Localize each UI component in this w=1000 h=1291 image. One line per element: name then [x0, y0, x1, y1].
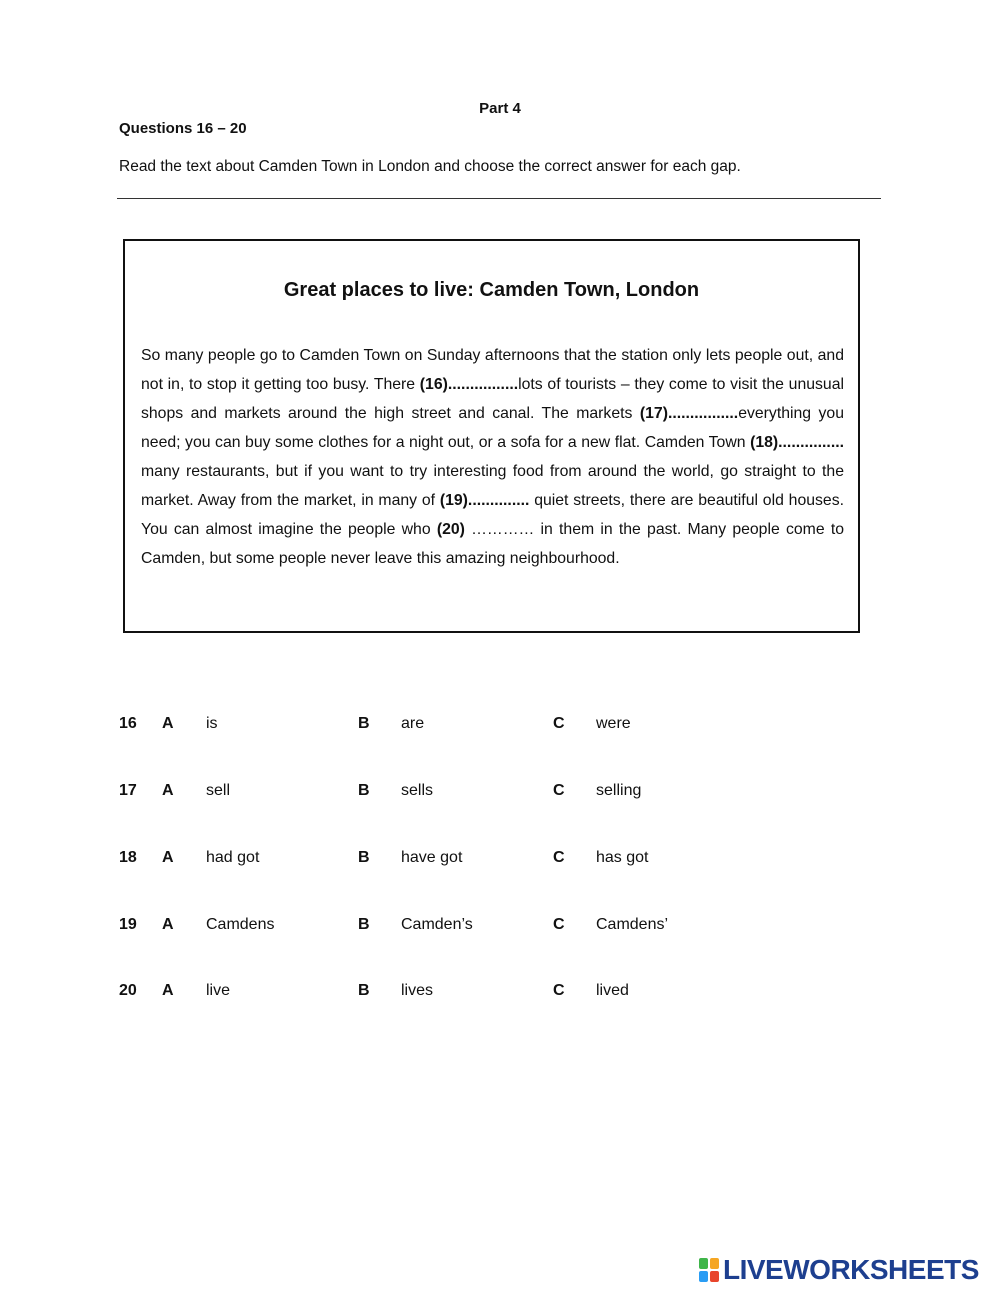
option-b[interactable]: have got — [401, 849, 463, 866]
option-c-label: C — [553, 715, 565, 732]
option-a[interactable]: Camdens — [206, 916, 275, 933]
gap-16[interactable]: (16)................ — [419, 376, 519, 393]
logo-text: LIVEWORKSHEETS — [723, 1254, 979, 1285]
option-c-label: C — [553, 916, 565, 933]
passage-segment: quiet streets, there are beautiful old houses. You can almost imagine the people who — [141, 492, 844, 538]
part-title: Part 4 — [479, 100, 521, 117]
logo-square — [699, 1271, 708, 1282]
passage-segment: So many people go to Camden Town on Sunday afternoons that the station only lets people out, and not in, to stop it getting too busy. There — [141, 347, 844, 393]
question-number: 16 — [119, 715, 137, 732]
questions-heading: Questions 16 – 20 — [119, 120, 247, 137]
option-b-label: B — [358, 849, 370, 866]
option-c-label: C — [553, 849, 565, 866]
option-b-label: B — [358, 782, 370, 799]
logo-square — [699, 1258, 708, 1269]
option-b-label: B — [358, 916, 370, 933]
question-number: 19 — [119, 916, 137, 933]
question-row-16 — [0, 715, 1000, 739]
question-number: 18 — [119, 849, 137, 866]
option-a-label: A — [162, 982, 174, 999]
option-b-label: B — [358, 715, 370, 732]
option-b[interactable]: lives — [401, 982, 434, 999]
option-c[interactable]: lived — [596, 982, 629, 999]
option-c[interactable]: Camdens’ — [596, 916, 669, 933]
option-c-label: C — [553, 982, 565, 999]
passage-segment: many restaurants, but if you want to try interesting food from around the world, go straight to the market. Away from the market, in many of — [141, 463, 844, 509]
passage-title: Great places to live: Camden Town, London — [283, 279, 700, 301]
option-a-label: A — [162, 849, 174, 866]
question-number: 17 — [119, 782, 137, 799]
passage-text — [141, 341, 844, 573]
option-c[interactable]: selling — [596, 782, 642, 799]
logo-square — [710, 1271, 719, 1282]
option-a[interactable]: had got — [206, 849, 260, 866]
question-number: 20 — [119, 982, 137, 999]
option-b[interactable]: sells — [401, 782, 434, 799]
gap-17[interactable]: (17)................ — [639, 405, 739, 422]
reading-passage-box — [123, 239, 860, 633]
option-a-label: A — [162, 782, 174, 799]
liveworksheets-logo — [698, 1255, 979, 1285]
question-row-20 — [0, 982, 1000, 1006]
option-c[interactable]: were — [596, 715, 631, 732]
passage-segment: ………… in them in the past. Many people come to Camden, but some people never leave this amazing neighbourhood. — [141, 521, 844, 567]
gap-20[interactable]: (20) — [436, 521, 465, 538]
option-a-label: A — [162, 916, 174, 933]
passage-segment: everything you need; you can buy some clothes for a night out, or a sofa for a new flat. Camden Town — [141, 405, 844, 451]
option-c[interactable]: has got — [596, 849, 649, 866]
passage-segment: lots of tourists – they come to visit the unusual shops and markets around the high street and canal. The markets — [141, 376, 845, 422]
logo-square — [710, 1258, 719, 1269]
question-row-17 — [0, 782, 1000, 806]
instructions-text: Read the text about Camden Town in London and choose the correct answer for each gap. — [119, 158, 741, 175]
liveworksheets-logo-icon — [698, 1257, 720, 1283]
option-b[interactable]: are — [401, 715, 425, 732]
option-c-label: C — [553, 782, 565, 799]
option-a[interactable]: sell — [206, 782, 231, 799]
option-b-label: B — [358, 982, 370, 999]
divider-line — [117, 198, 881, 199]
option-a-label: A — [162, 715, 174, 732]
question-row-18 — [0, 849, 1000, 873]
question-row-19 — [0, 916, 1000, 940]
option-b[interactable]: Camden’s — [401, 916, 473, 933]
option-a[interactable]: live — [206, 982, 231, 999]
gap-18[interactable]: (18)............... — [750, 434, 844, 451]
option-a[interactable]: is — [206, 715, 218, 732]
gap-19[interactable]: (19).............. — [439, 492, 530, 509]
